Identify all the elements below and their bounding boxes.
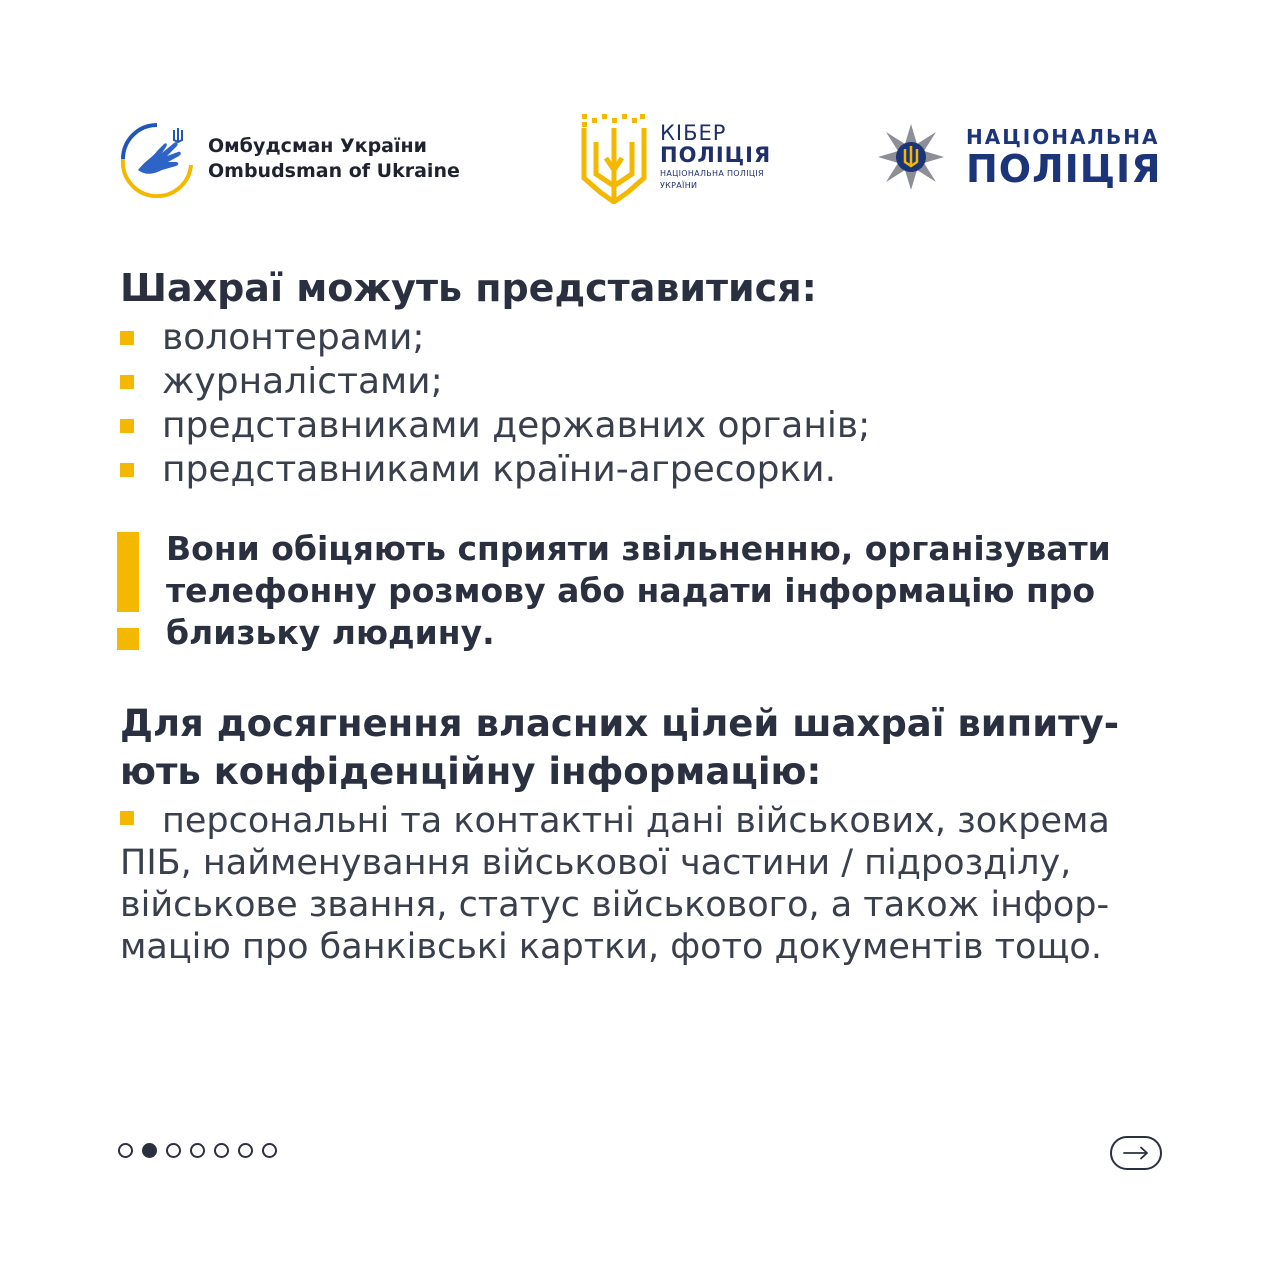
list-item <box>118 360 870 404</box>
warning-text <box>166 528 1166 654</box>
carousel-pagination <box>118 1143 277 1158</box>
ombudsman-name-ua: Омбудсман України <box>208 135 427 157</box>
bullet-square-icon <box>120 375 134 389</box>
ombudsman-emblem-icon <box>118 120 196 198</box>
cyber-subtitle-line2: УКРАЇНИ <box>660 181 698 190</box>
page-dot[interactable] <box>262 1143 277 1158</box>
list-item-text: журналістами; <box>162 361 443 402</box>
page-dot[interactable] <box>118 1143 133 1158</box>
paragraph-line: мацію про банківські картки, фото документів тощо. <box>120 927 1102 967</box>
warning-line: телефонну розмову або надати інформацію про <box>166 571 1096 610</box>
section2-title-line: Для досягнення власних цілей шахраї випиту- <box>120 702 1120 745</box>
next-slide-button[interactable] <box>1110 1136 1162 1170</box>
bullet-square-icon <box>120 419 134 433</box>
police-title-line2: ПОЛІЦІЯ <box>966 147 1162 191</box>
ombudsman-name-en: Ombudsman of Ukraine <box>208 160 460 182</box>
list-item-text: представниками державних органів; <box>162 405 871 446</box>
page-dot[interactable] <box>238 1143 253 1158</box>
confidential-info-paragraph <box>120 800 1170 968</box>
ombudsman-logo <box>118 120 460 198</box>
exclamation-icon <box>116 532 140 650</box>
page-dot[interactable] <box>214 1143 229 1158</box>
impersonation-list <box>118 316 870 492</box>
section2-title <box>120 700 1180 796</box>
paragraph-line: ПІБ, найменування військової частини / підрозділу, <box>120 843 1072 883</box>
section2-title-line: ють конфіденційну інформацію: <box>120 750 822 793</box>
paragraph-line: персональні та контактні дані військових, зокрема <box>162 801 1110 841</box>
paragraph-line: військове звання, статус військового, а також інфор- <box>120 885 1110 925</box>
cyber-trident-icon <box>578 108 650 204</box>
cyber-police-logo <box>578 108 771 204</box>
arrow-right-icon <box>1123 1146 1149 1160</box>
cyber-subtitle-line1: НАЦІОНАЛЬНА ПОЛІЦІЯ <box>660 169 764 178</box>
bullet-square-icon <box>120 463 134 477</box>
list-item-text: волонтерами; <box>162 317 425 358</box>
page-dot[interactable] <box>166 1143 181 1158</box>
section1-title: Шахраї можуть представитися: <box>120 266 817 310</box>
list-item <box>118 448 870 492</box>
national-police-logo <box>876 122 1161 192</box>
police-title-line1: НАЦІОНАЛЬНА <box>966 125 1160 149</box>
list-item-text: представниками країни-агресорки. <box>162 449 837 490</box>
cyber-title-line1: КІБЕР <box>660 121 727 145</box>
warning-line: близьку людину. <box>166 613 495 652</box>
page-dot-active[interactable] <box>142 1143 157 1158</box>
list-item <box>118 404 870 448</box>
bullet-square-icon <box>120 331 134 345</box>
warning-line: Вони обіцяють сприяти звільненню, організувати <box>166 529 1111 568</box>
list-item <box>118 316 870 360</box>
page-dot[interactable] <box>190 1143 205 1158</box>
bullet-square-icon <box>120 811 134 825</box>
partner-logos <box>0 108 1280 208</box>
police-star-icon <box>876 122 946 192</box>
cyber-title-line2: ПОЛІЦІЯ <box>660 143 772 167</box>
